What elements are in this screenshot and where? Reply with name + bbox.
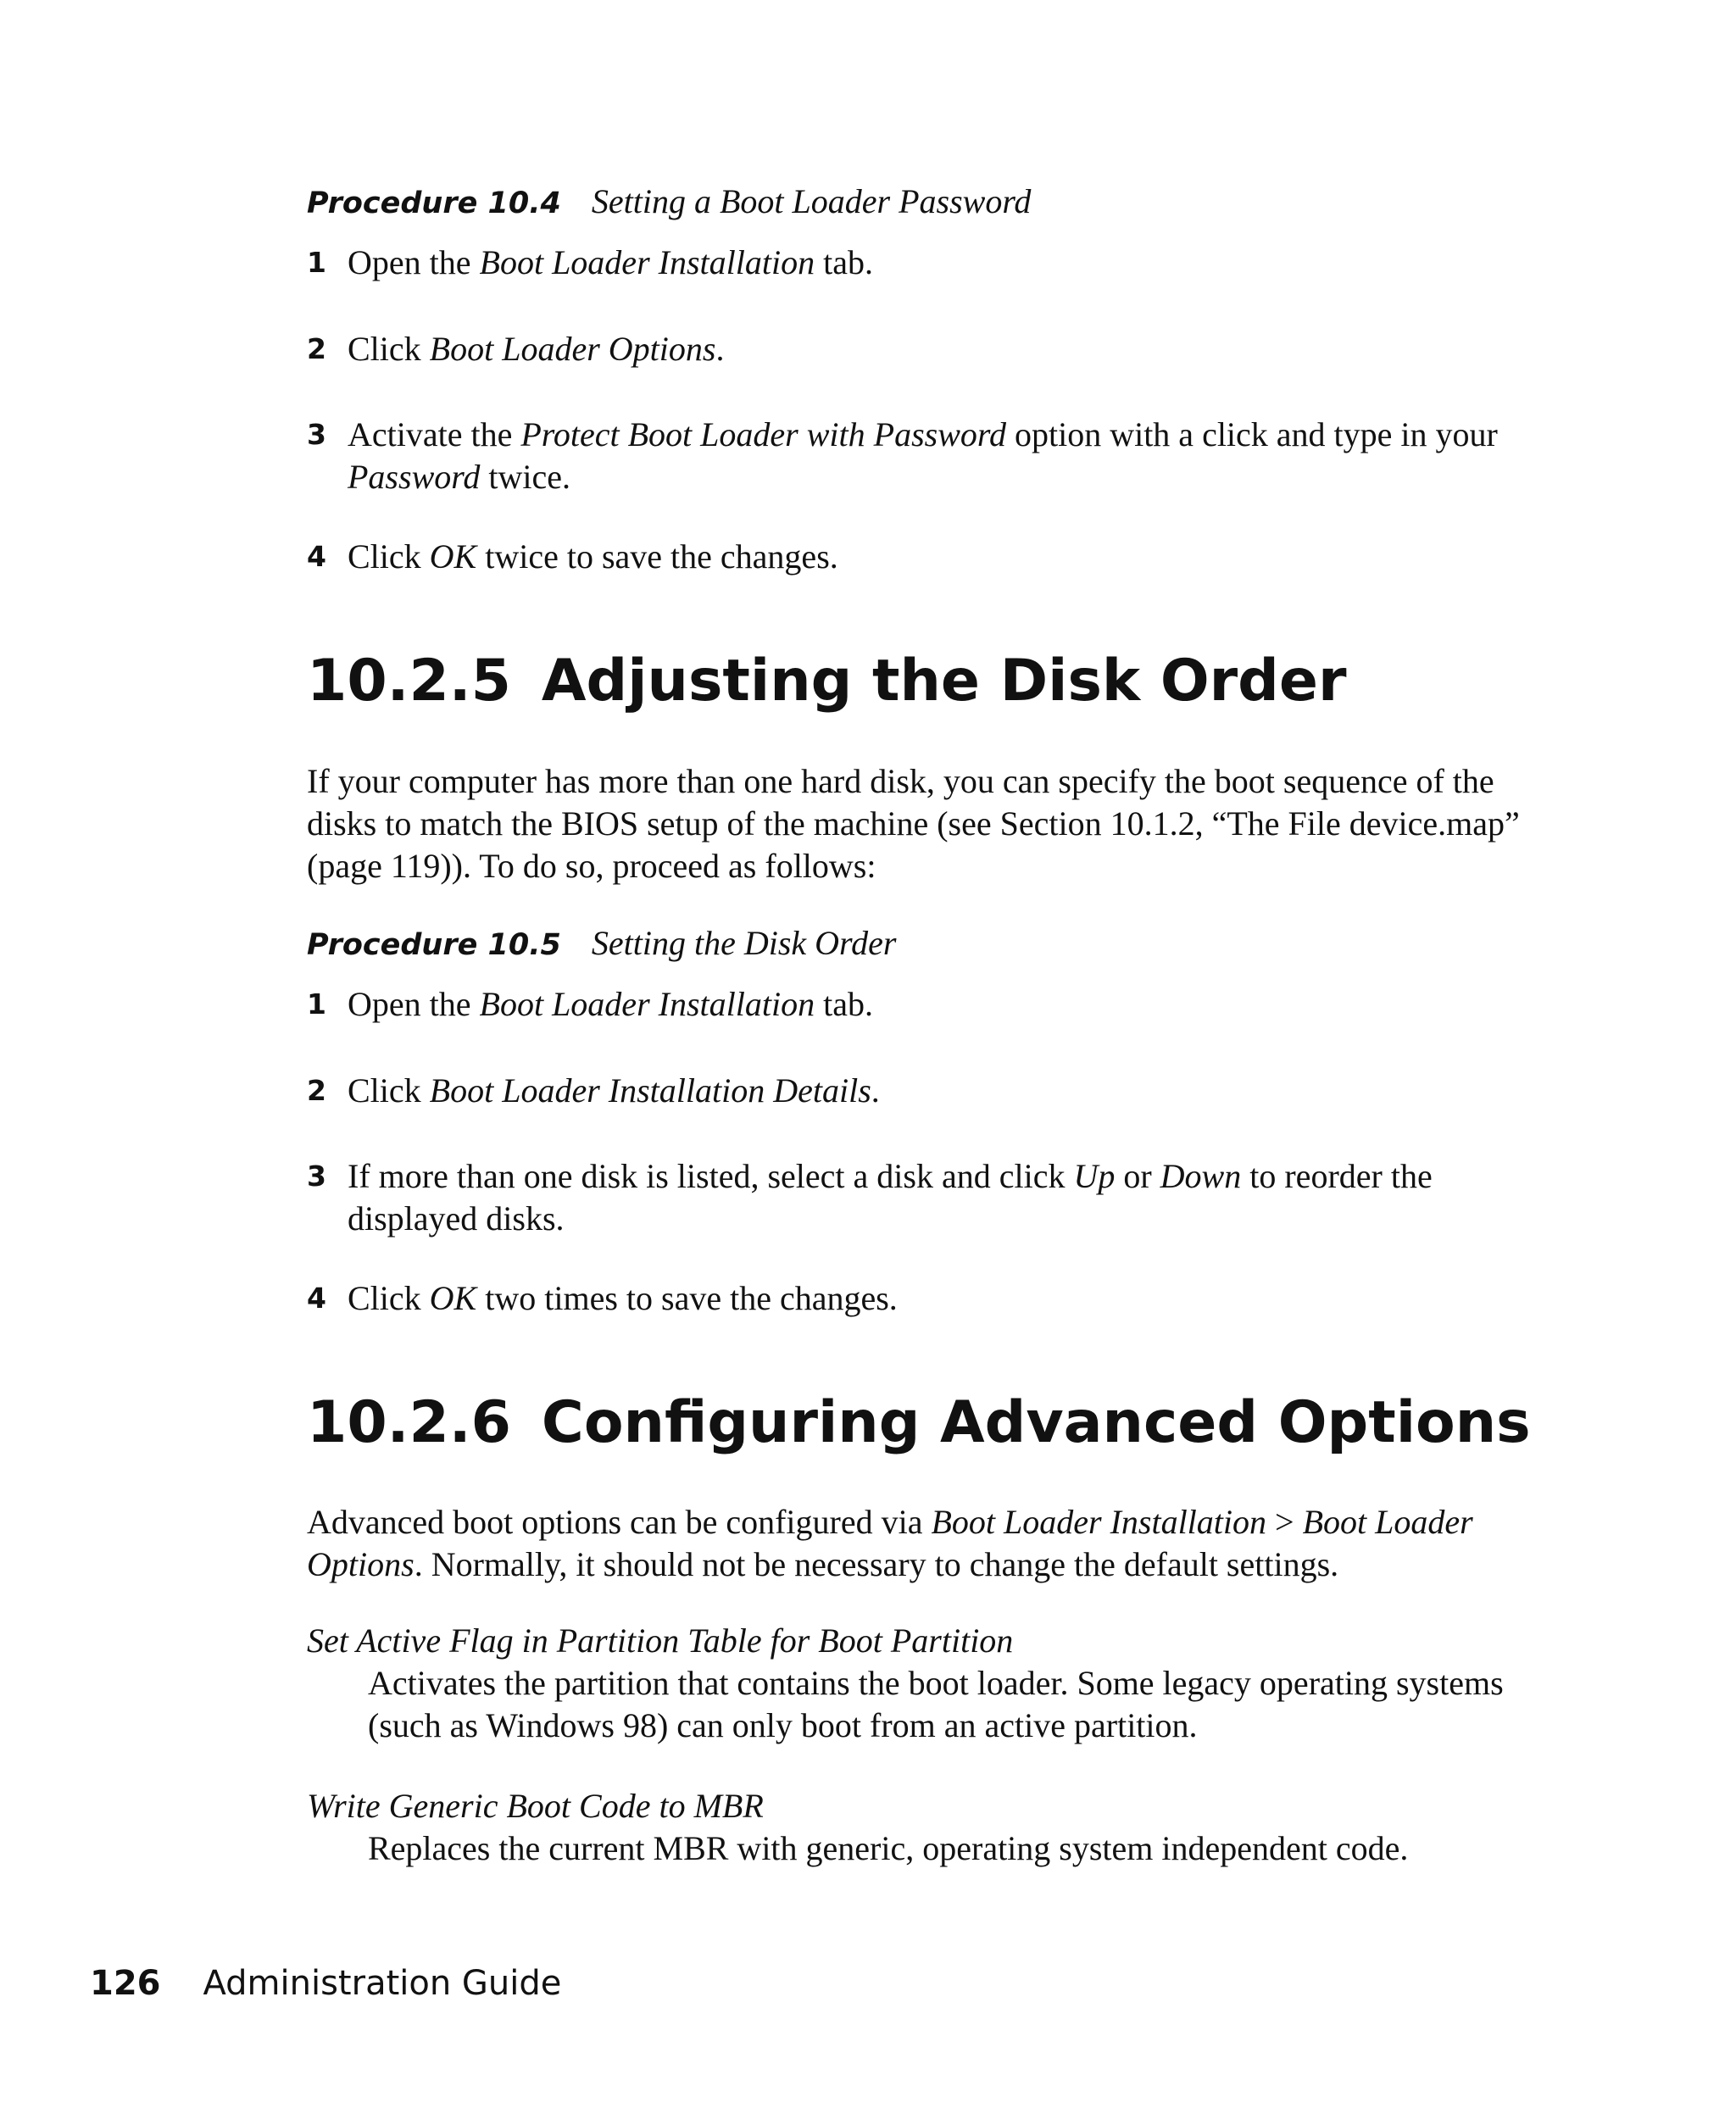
section-title: Adjusting the Disk Order (541, 648, 1347, 715)
section-heading (307, 1389, 1531, 1457)
procedure-label: Procedure 10.5 (307, 928, 561, 962)
procedure-heading (307, 922, 896, 966)
step-number: 1 (307, 246, 326, 279)
step-text: Click (348, 1071, 430, 1110)
section-number: 10.2.5 (307, 648, 511, 715)
book-title: Administration Guide (203, 1964, 562, 2003)
step-number: 3 (307, 418, 326, 451)
ui-term: OK (429, 1279, 477, 1317)
step-text: to reorder the displayed disks. (348, 1157, 1433, 1238)
step-text: Open the (348, 243, 480, 281)
step-text: or (1115, 1157, 1160, 1195)
para-text: . Normally, it should not be necessary to change the default settings. (414, 1545, 1339, 1583)
page-number: 126 (90, 1964, 161, 2003)
ui-term: Boot Loader Installation (479, 985, 815, 1023)
option-term: Set Active Flag in Partition Table for Boot Partition (307, 1621, 1014, 1660)
body-paragraph: If your computer has more than one hard disk, you can specify the boot sequence of the disks to match the BIOS setup of the machine (see Section 10.1.2, “The File device.map” (page 119)). To do so, proceed as follows: (307, 762, 1520, 885)
ui-term: Boot Loader Installation Details (429, 1071, 871, 1110)
step-text: Click (348, 537, 430, 576)
section-number: 10.2.6 (307, 1389, 511, 1456)
procedure-step (307, 242, 1550, 284)
option-description: Replaces the current MBR with generic, operating system independent code. (368, 1829, 1409, 1867)
option-term: Write Generic Boot Code to MBR (307, 1787, 764, 1825)
para-text: Advanced boot options can be configured via (307, 1503, 932, 1541)
procedure-title: Setting the Disk Order (591, 924, 897, 962)
section-title: Configuring Advanced Options (541, 1389, 1531, 1456)
ui-term: Boot Loader Installation (931, 1503, 1267, 1541)
step-text: If more than one disk is listed, select a disk and click (348, 1157, 1074, 1195)
procedure-step (307, 1070, 1550, 1112)
option-description: Activates the partition that contains the boot loader. Some legacy operating systems (such as Windows 98) can only boot from an active partition. (368, 1664, 1504, 1744)
procedure-step (307, 328, 1550, 370)
ui-term: Up (1073, 1157, 1116, 1195)
ui-term: Boot Loader Installation (479, 243, 815, 281)
step-number: 4 (307, 540, 326, 573)
step-text: Activate the (348, 415, 521, 453)
step-text: twice to save the changes. (476, 537, 838, 576)
step-number: 4 (307, 1282, 326, 1315)
ui-term: Password (348, 458, 481, 496)
step-number: 1 (307, 987, 326, 1021)
step-text: tab. (815, 985, 873, 1023)
step-number: 2 (307, 332, 326, 365)
ui-term: Boot Loader Options (429, 330, 716, 368)
procedure-step (307, 983, 1550, 1026)
step-text: Open the (348, 985, 480, 1023)
procedure-step (307, 1277, 1550, 1320)
procedure-title: Setting a Boot Loader Password (591, 182, 1032, 220)
step-text: . (715, 330, 725, 368)
step-text: option with a click and type in your (1005, 415, 1498, 453)
page-footer (90, 1962, 561, 2005)
procedure-step (307, 414, 1550, 498)
step-text: Click (348, 330, 430, 368)
step-text: . (871, 1071, 880, 1110)
step-text: Click (348, 1279, 430, 1317)
procedure-label: Procedure 10.4 (307, 186, 561, 220)
ui-term: Down (1160, 1157, 1242, 1195)
ui-term: OK (429, 537, 477, 576)
ui-term: Boot Loader Options (307, 1503, 1473, 1583)
procedure-heading (307, 181, 1031, 225)
procedure-step (307, 1155, 1550, 1240)
step-number: 3 (307, 1160, 326, 1193)
procedure-step (307, 536, 1550, 578)
step-number: 2 (307, 1074, 326, 1107)
step-text: tab. (815, 243, 873, 281)
para-text: > (1266, 1503, 1303, 1541)
body-paragraph (307, 1501, 1550, 1586)
section-heading (307, 648, 1347, 715)
step-text: twice. (480, 458, 570, 496)
ui-term: Protect Boot Loader with Password (520, 415, 1006, 453)
step-text: two times to save the changes. (476, 1279, 898, 1317)
